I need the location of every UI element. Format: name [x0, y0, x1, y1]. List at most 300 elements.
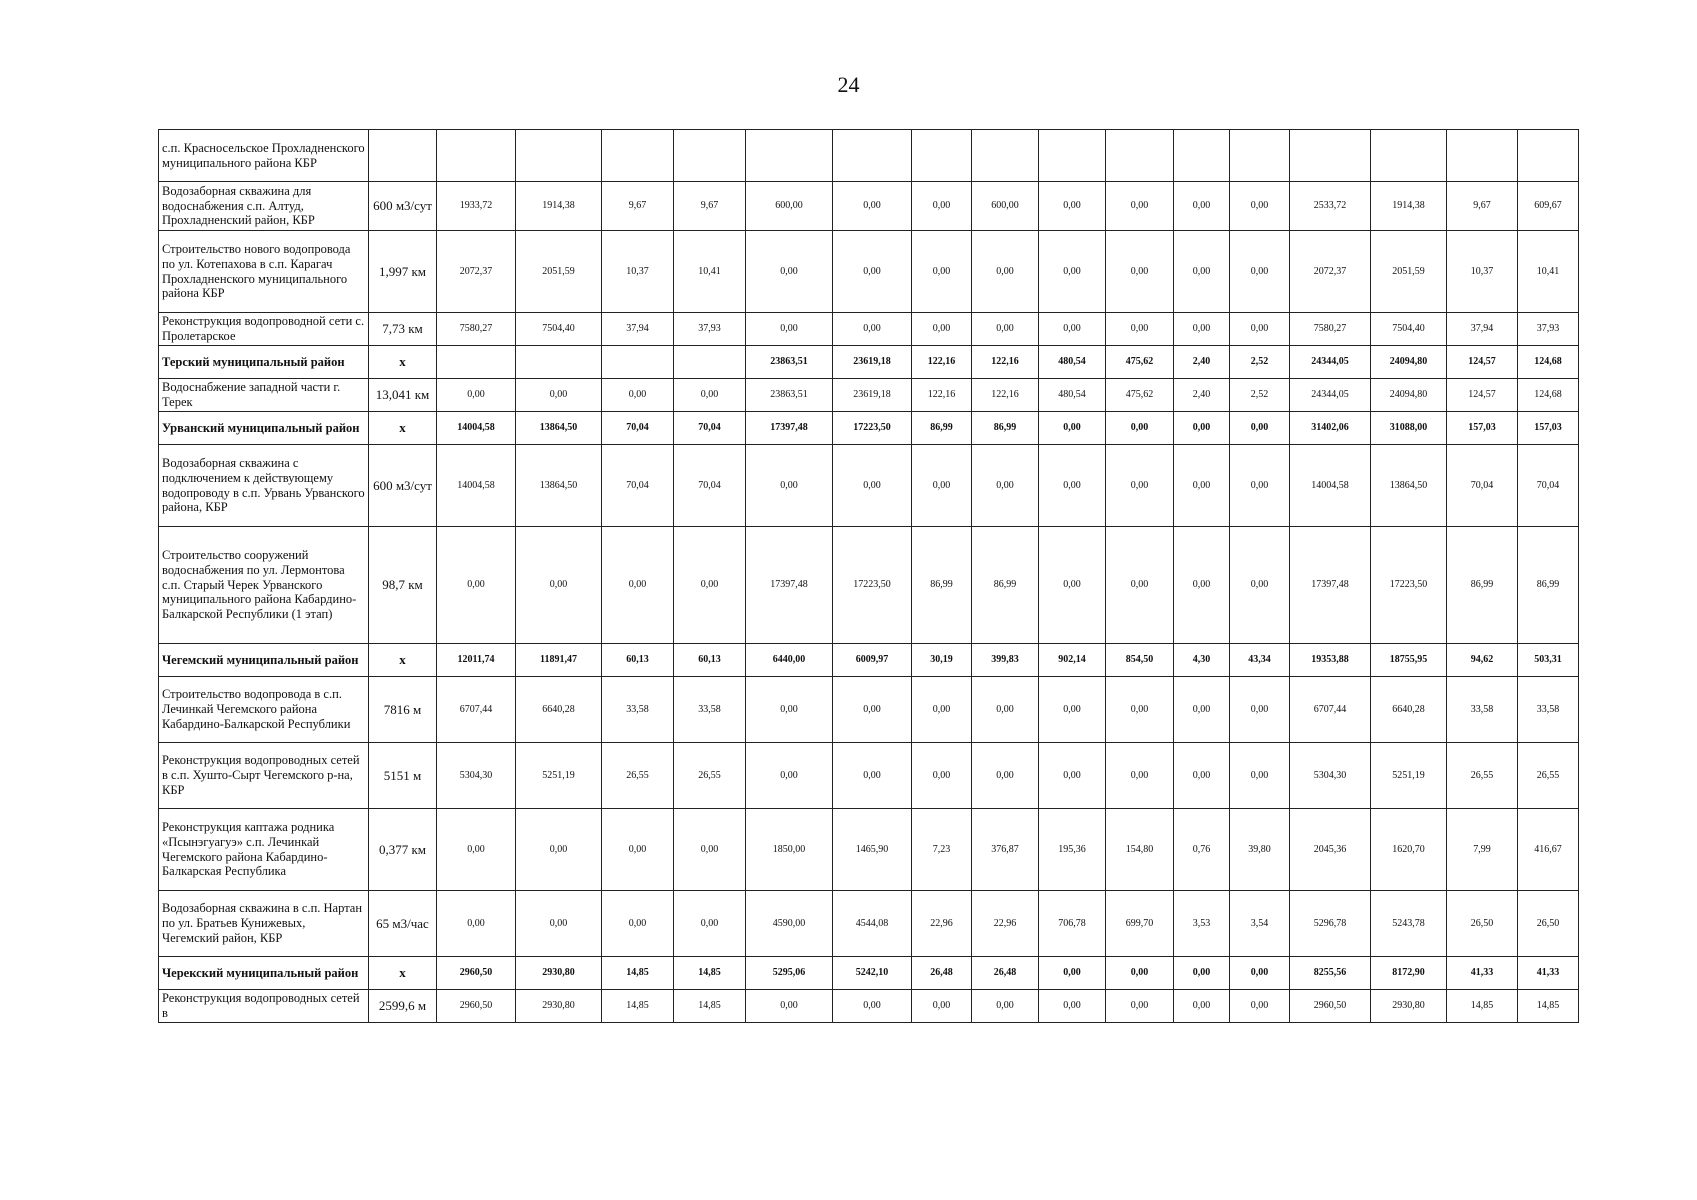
value-cell: 9,67	[674, 182, 746, 231]
value-cell: 0,00	[833, 677, 912, 743]
row-name-cell: Реконструкция каптажа родника «Псынэгуагуэ» с.п. Лечинкай Чегемского района Кабардино-Балкарская Республика	[159, 809, 369, 891]
value-cell: 0,00	[1174, 412, 1230, 445]
value-cell: 30,19	[912, 644, 972, 677]
value-cell: 122,16	[912, 346, 972, 379]
district-row	[159, 412, 1579, 445]
value-cell: 17223,50	[833, 412, 912, 445]
value-cell: 0,00	[437, 809, 516, 891]
value-cell: 13864,50	[1371, 445, 1447, 527]
value-cell: 1850,00	[746, 809, 833, 891]
value-cell: 0,00	[1039, 743, 1106, 809]
value-cell: 26,55	[1518, 743, 1579, 809]
table-row	[159, 379, 1579, 412]
capacity-cell: 98,7 км	[369, 527, 437, 644]
value-cell: 157,03	[1518, 412, 1579, 445]
capacity-cell: 13,041 км	[369, 379, 437, 412]
row-name-cell: с.п. Красносельское Прохладненского муниципального района КБР	[159, 130, 369, 182]
table-row	[159, 677, 1579, 743]
value-cell: 4544,08	[833, 891, 912, 957]
value-cell: 14004,58	[437, 445, 516, 527]
value-cell: 0,00	[602, 527, 674, 644]
table-row	[159, 182, 1579, 231]
value-cell: 7504,40	[516, 313, 602, 346]
value-cell: 0,00	[516, 379, 602, 412]
value-cell: 2960,50	[437, 957, 516, 990]
value-cell: 10,41	[674, 231, 746, 313]
value-cell: 1620,70	[1371, 809, 1447, 891]
value-cell: 86,99	[1518, 527, 1579, 644]
value-cell: 475,62	[1106, 379, 1174, 412]
value-cell: 0,00	[437, 379, 516, 412]
value-cell: 1933,72	[437, 182, 516, 231]
value-cell: 2,52	[1230, 379, 1290, 412]
value-cell	[1447, 130, 1518, 182]
value-cell: 0,00	[972, 445, 1039, 527]
row-name-cell: Реконструкция водопроводных сетей в	[159, 990, 369, 1023]
value-cell: 0,00	[1039, 231, 1106, 313]
page-number: 24	[837, 72, 860, 97]
value-cell: 39,80	[1230, 809, 1290, 891]
value-cell: 0,00	[1230, 313, 1290, 346]
row-name-cell: Водозаборная скважина для водоснабжения с.п. Алтуд, Прохладненский район, КБР	[159, 182, 369, 231]
value-cell: 33,58	[674, 677, 746, 743]
value-cell: 9,67	[602, 182, 674, 231]
value-cell: 5296,78	[1290, 891, 1371, 957]
value-cell: 480,54	[1039, 346, 1106, 379]
value-cell: 0,00	[1174, 957, 1230, 990]
district-row	[159, 957, 1579, 990]
value-cell: 86,99	[912, 527, 972, 644]
value-cell: 0,00	[1039, 445, 1106, 527]
row-name-cell: Водозаборная скважина с подключением к действующему водопроводу в с.п. Урвань Урванского района, КБР	[159, 445, 369, 527]
value-cell: 14004,58	[1290, 445, 1371, 527]
value-cell: 86,99	[1447, 527, 1518, 644]
value-cell: 0,00	[746, 231, 833, 313]
value-cell: 70,04	[1518, 445, 1579, 527]
value-cell: 699,70	[1106, 891, 1174, 957]
value-cell: 0,00	[1230, 990, 1290, 1023]
value-cell: 2045,36	[1290, 809, 1371, 891]
value-cell: 5251,19	[1371, 743, 1447, 809]
value-cell: 122,16	[912, 379, 972, 412]
row-name-cell: Водоснабжение западной части г. Терек	[159, 379, 369, 412]
value-cell: 399,83	[972, 644, 1039, 677]
value-cell: 24094,80	[1371, 379, 1447, 412]
table-row	[159, 231, 1579, 313]
value-cell: 0,76	[1174, 809, 1230, 891]
value-cell: 2930,80	[1371, 990, 1447, 1023]
capacity-cell: х	[369, 412, 437, 445]
capacity-cell: 5151 м	[369, 743, 437, 809]
value-cell: 37,93	[1518, 313, 1579, 346]
value-cell: 124,57	[1447, 379, 1518, 412]
value-cell	[1230, 130, 1290, 182]
row-name-cell: Урванский муниципальный район	[159, 412, 369, 445]
value-cell: 0,00	[674, 809, 746, 891]
value-cell: 14,85	[1518, 990, 1579, 1023]
value-cell: 0,00	[1174, 231, 1230, 313]
capacity-cell: 1,997 км	[369, 231, 437, 313]
row-name-cell: Терский муниципальный район	[159, 346, 369, 379]
value-cell	[1290, 130, 1371, 182]
value-cell: 7,23	[912, 809, 972, 891]
value-cell: 122,16	[972, 379, 1039, 412]
value-cell: 6707,44	[437, 677, 516, 743]
value-cell: 0,00	[1106, 231, 1174, 313]
value-cell: 23619,18	[833, 346, 912, 379]
value-cell: 0,00	[1106, 182, 1174, 231]
value-cell: 43,34	[1230, 644, 1290, 677]
value-cell: 37,93	[674, 313, 746, 346]
value-cell: 1465,90	[833, 809, 912, 891]
value-cell: 2072,37	[1290, 231, 1371, 313]
value-cell	[746, 130, 833, 182]
value-cell: 4,30	[1174, 644, 1230, 677]
table-row	[159, 130, 1579, 182]
value-cell: 5243,78	[1371, 891, 1447, 957]
value-cell: 60,13	[602, 644, 674, 677]
value-cell: 124,68	[1518, 346, 1579, 379]
value-cell: 5304,30	[1290, 743, 1371, 809]
value-cell: 0,00	[1230, 743, 1290, 809]
value-cell: 8255,56	[1290, 957, 1371, 990]
value-cell: 600,00	[746, 182, 833, 231]
value-cell: 0,00	[1230, 445, 1290, 527]
capacity-cell: 65 м3/час	[369, 891, 437, 957]
value-cell: 0,00	[1106, 743, 1174, 809]
value-cell	[1518, 130, 1579, 182]
row-name-cell: Реконструкция водопроводных сетей в с.п. Хушто-Сырт Чегемского р-на, КБР	[159, 743, 369, 809]
value-cell: 0,00	[1106, 990, 1174, 1023]
value-cell: 0,00	[1230, 231, 1290, 313]
value-cell: 0,00	[912, 231, 972, 313]
value-cell: 0,00	[602, 809, 674, 891]
value-cell: 0,00	[746, 677, 833, 743]
value-cell: 24344,05	[1290, 346, 1371, 379]
value-cell: 31088,00	[1371, 412, 1447, 445]
table-row	[159, 445, 1579, 527]
value-cell: 706,78	[1039, 891, 1106, 957]
value-cell: 0,00	[912, 445, 972, 527]
capacity-cell: 7,73 км	[369, 313, 437, 346]
value-cell: 18755,95	[1371, 644, 1447, 677]
value-cell: 86,99	[912, 412, 972, 445]
value-cell: 609,67	[1518, 182, 1579, 231]
value-cell: 10,37	[602, 231, 674, 313]
value-cell: 0,00	[972, 743, 1039, 809]
value-cell: 6640,28	[516, 677, 602, 743]
value-cell: 26,48	[912, 957, 972, 990]
value-cell: 8172,90	[1371, 957, 1447, 990]
value-cell: 10,41	[1518, 231, 1579, 313]
value-cell: 9,67	[1447, 182, 1518, 231]
value-cell: 26,55	[602, 743, 674, 809]
value-cell: 37,94	[602, 313, 674, 346]
district-row	[159, 346, 1579, 379]
value-cell: 600,00	[972, 182, 1039, 231]
value-cell: 22,96	[912, 891, 972, 957]
value-cell: 0,00	[1174, 313, 1230, 346]
value-cell: 0,00	[912, 677, 972, 743]
value-cell	[912, 130, 972, 182]
capacity-cell: х	[369, 346, 437, 379]
table-row	[159, 743, 1579, 809]
value-cell: 6640,28	[1371, 677, 1447, 743]
value-cell: 33,58	[1518, 677, 1579, 743]
value-cell: 0,00	[833, 182, 912, 231]
table-row	[159, 809, 1579, 891]
value-cell: 0,00	[972, 313, 1039, 346]
value-cell: 60,13	[674, 644, 746, 677]
value-cell: 70,04	[1447, 445, 1518, 527]
value-cell: 13864,50	[516, 445, 602, 527]
value-cell: 17223,50	[833, 527, 912, 644]
value-cell: 2930,80	[516, 990, 602, 1023]
value-cell: 26,48	[972, 957, 1039, 990]
value-cell: 24094,80	[1371, 346, 1447, 379]
value-cell: 7504,40	[1371, 313, 1447, 346]
value-cell: 2960,50	[437, 990, 516, 1023]
value-cell: 0,00	[1174, 743, 1230, 809]
value-cell: 11891,47	[516, 644, 602, 677]
capacity-cell: х	[369, 644, 437, 677]
value-cell: 0,00	[833, 313, 912, 346]
value-cell: 0,00	[972, 677, 1039, 743]
value-cell: 0,00	[516, 891, 602, 957]
value-cell: 31402,06	[1290, 412, 1371, 445]
value-cell: 5242,10	[833, 957, 912, 990]
value-cell: 416,67	[1518, 809, 1579, 891]
value-cell: 0,00	[746, 743, 833, 809]
value-cell: 0,00	[1174, 182, 1230, 231]
value-cell: 7,99	[1447, 809, 1518, 891]
value-cell: 0,00	[833, 445, 912, 527]
value-cell: 0,00	[746, 313, 833, 346]
value-cell: 0,00	[1230, 677, 1290, 743]
value-cell	[1174, 130, 1230, 182]
value-cell: 2051,59	[516, 231, 602, 313]
value-cell: 0,00	[674, 379, 746, 412]
value-cell: 122,16	[972, 346, 1039, 379]
value-cell: 0,00	[1106, 313, 1174, 346]
value-cell: 2051,59	[1371, 231, 1447, 313]
value-cell: 5304,30	[437, 743, 516, 809]
value-cell: 124,68	[1518, 379, 1579, 412]
value-cell	[602, 130, 674, 182]
financing-table	[158, 129, 1579, 1023]
capacity-cell: 600 м3/сут	[369, 182, 437, 231]
value-cell: 14,85	[1447, 990, 1518, 1023]
value-cell	[602, 346, 674, 379]
value-cell: 0,00	[1174, 990, 1230, 1023]
capacity-cell: 7816 м	[369, 677, 437, 743]
value-cell: 0,00	[912, 743, 972, 809]
table-body	[159, 130, 1579, 1023]
value-cell: 0,00	[674, 891, 746, 957]
value-cell: 0,00	[1039, 957, 1106, 990]
value-cell: 23863,51	[746, 379, 833, 412]
row-name-cell: Строительство водопровода в с.п. Лечинкай Чегемского района Кабардино-Балкарской Республики	[159, 677, 369, 743]
value-cell: 0,00	[1039, 677, 1106, 743]
value-cell: 2960,50	[1290, 990, 1371, 1023]
value-cell: 0,00	[912, 182, 972, 231]
value-cell: 37,94	[1447, 313, 1518, 346]
value-cell: 2533,72	[1290, 182, 1371, 231]
value-cell: 33,58	[1447, 677, 1518, 743]
value-cell: 7580,27	[437, 313, 516, 346]
row-name-cell: Строительство нового водопровода по ул. Котепахова в с.п. Карагач Прохладненского муниципального района КБР	[159, 231, 369, 313]
value-cell: 14,85	[674, 990, 746, 1023]
value-cell: 26,50	[1518, 891, 1579, 957]
value-cell	[972, 130, 1039, 182]
value-cell	[674, 130, 746, 182]
value-cell: 0,00	[674, 527, 746, 644]
value-cell: 0,00	[1039, 313, 1106, 346]
value-cell: 17397,48	[1290, 527, 1371, 644]
value-cell	[516, 346, 602, 379]
value-cell: 0,00	[1106, 412, 1174, 445]
row-name-cell: Черекский муниципальный район	[159, 957, 369, 990]
value-cell: 24344,05	[1290, 379, 1371, 412]
value-cell: 195,36	[1039, 809, 1106, 891]
value-cell	[437, 130, 516, 182]
value-cell: 94,62	[1447, 644, 1518, 677]
value-cell: 1914,38	[1371, 182, 1447, 231]
value-cell: 0,00	[1174, 677, 1230, 743]
value-cell: 17223,50	[1371, 527, 1447, 644]
value-cell: 26,55	[674, 743, 746, 809]
capacity-cell: 0,377 км	[369, 809, 437, 891]
value-cell: 157,03	[1447, 412, 1518, 445]
value-cell: 154,80	[1106, 809, 1174, 891]
value-cell: 480,54	[1039, 379, 1106, 412]
value-cell: 0,00	[746, 445, 833, 527]
value-cell: 86,99	[972, 412, 1039, 445]
value-cell: 70,04	[674, 445, 746, 527]
table-row	[159, 527, 1579, 644]
value-cell: 0,00	[1039, 182, 1106, 231]
value-cell: 0,00	[516, 527, 602, 644]
value-cell: 0,00	[1106, 677, 1174, 743]
value-cell: 6707,44	[1290, 677, 1371, 743]
value-cell: 13864,50	[516, 412, 602, 445]
value-cell: 0,00	[972, 231, 1039, 313]
value-cell: 0,00	[833, 990, 912, 1023]
row-name-cell: Водозаборная скважина в с.п. Нартан по ул. Братьев Кунижевых, Чегемский район, КБР	[159, 891, 369, 957]
value-cell: 0,00	[1039, 412, 1106, 445]
value-cell: 6009,97	[833, 644, 912, 677]
value-cell: 0,00	[1106, 957, 1174, 990]
value-cell: 2,40	[1174, 379, 1230, 412]
value-cell: 0,00	[912, 990, 972, 1023]
value-cell	[674, 346, 746, 379]
value-cell: 124,57	[1447, 346, 1518, 379]
value-cell: 70,04	[602, 412, 674, 445]
value-cell: 5295,06	[746, 957, 833, 990]
value-cell: 14,85	[602, 990, 674, 1023]
value-cell: 0,00	[437, 527, 516, 644]
table-row	[159, 891, 1579, 957]
value-cell: 4590,00	[746, 891, 833, 957]
value-cell: 12011,74	[437, 644, 516, 677]
value-cell: 2,40	[1174, 346, 1230, 379]
value-cell: 41,33	[1447, 957, 1518, 990]
value-cell: 19353,88	[1290, 644, 1371, 677]
row-name-cell: Реконструкция водопроводной сети с. Пролетарское	[159, 313, 369, 346]
value-cell: 503,31	[1518, 644, 1579, 677]
value-cell: 33,58	[602, 677, 674, 743]
value-cell: 475,62	[1106, 346, 1174, 379]
value-cell: 0,00	[1039, 990, 1106, 1023]
value-cell: 376,87	[972, 809, 1039, 891]
value-cell: 854,50	[1106, 644, 1174, 677]
capacity-cell: 600 м3/сут	[369, 445, 437, 527]
district-row	[159, 644, 1579, 677]
value-cell: 14004,58	[437, 412, 516, 445]
value-cell: 70,04	[602, 445, 674, 527]
value-cell	[1371, 130, 1447, 182]
value-cell: 41,33	[1518, 957, 1579, 990]
value-cell: 0,00	[972, 990, 1039, 1023]
value-cell: 1914,38	[516, 182, 602, 231]
value-cell: 17397,48	[746, 527, 833, 644]
value-cell: 6440,00	[746, 644, 833, 677]
row-name-cell: Строительство сооружений водоснабжения по ул. Лермонтова с.п. Старый Черек Урванского муниципального района Кабардино-Балкарской Республики (1 этап)	[159, 527, 369, 644]
value-cell: 0,00	[1174, 527, 1230, 644]
value-cell: 70,04	[674, 412, 746, 445]
value-cell: 3,54	[1230, 891, 1290, 957]
value-cell: 0,00	[1230, 527, 1290, 644]
value-cell: 0,00	[1230, 957, 1290, 990]
value-cell: 0,00	[516, 809, 602, 891]
value-cell: 0,00	[912, 313, 972, 346]
value-cell: 0,00	[437, 891, 516, 957]
capacity-cell: х	[369, 957, 437, 990]
value-cell	[1106, 130, 1174, 182]
value-cell	[1039, 130, 1106, 182]
value-cell: 14,85	[602, 957, 674, 990]
value-cell: 2,52	[1230, 346, 1290, 379]
value-cell: 0,00	[746, 990, 833, 1023]
value-cell: 0,00	[833, 231, 912, 313]
value-cell: 0,00	[1174, 445, 1230, 527]
value-cell: 26,50	[1447, 891, 1518, 957]
value-cell: 7580,27	[1290, 313, 1371, 346]
value-cell: 902,14	[1039, 644, 1106, 677]
value-cell: 0,00	[1230, 412, 1290, 445]
value-cell: 0,00	[602, 891, 674, 957]
value-cell: 0,00	[1230, 182, 1290, 231]
value-cell: 5251,19	[516, 743, 602, 809]
value-cell: 17397,48	[746, 412, 833, 445]
table-row	[159, 313, 1579, 346]
value-cell: 23863,51	[746, 346, 833, 379]
row-name-cell: Чегемский муниципальный район	[159, 644, 369, 677]
value-cell: 0,00	[1039, 527, 1106, 644]
value-cell: 0,00	[1106, 445, 1174, 527]
value-cell: 26,55	[1447, 743, 1518, 809]
value-cell: 22,96	[972, 891, 1039, 957]
value-cell: 0,00	[833, 743, 912, 809]
value-cell: 0,00	[1106, 527, 1174, 644]
value-cell	[437, 346, 516, 379]
capacity-cell	[369, 130, 437, 182]
value-cell: 10,37	[1447, 231, 1518, 313]
value-cell: 2930,80	[516, 957, 602, 990]
value-cell: 86,99	[972, 527, 1039, 644]
value-cell	[833, 130, 912, 182]
value-cell: 14,85	[674, 957, 746, 990]
